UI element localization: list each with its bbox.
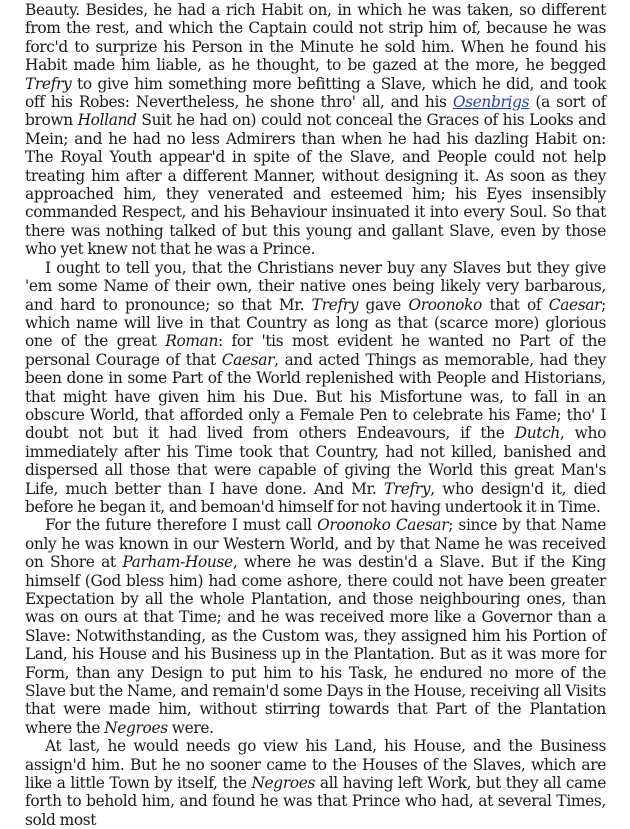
paragraph <box>25 516 606 737</box>
osenbrigs-link[interactable]: Osenbrigs <box>452 93 530 112</box>
paragraph <box>25 259 606 517</box>
text-run: gave <box>358 295 409 314</box>
italic-text: Roman <box>165 332 219 351</box>
text-run: all having left Work, but they all came forth to behold him, and found he was that Prince who had, at several Times, sold most <box>25 774 607 829</box>
text-run: ; which name will live in that Country as long as that (scarce more) glorious one of the great <box>25 295 607 351</box>
italic-text: Oroonoko <box>408 295 482 314</box>
text-run: , who immediately after his Time took that Country, had not killed, banished and dispersed all those that were capable of giving the World this great Man's Life, much better than I have done. And Mr. <box>25 424 606 498</box>
italic-text: Caesar <box>221 350 275 369</box>
text-run: ; since by that Name only he was known in our Western World, and by that Name he was received on Shore at <box>25 516 606 572</box>
italic-text: Negroes <box>104 718 168 737</box>
italic-text: Trefry <box>25 74 72 93</box>
paragraph <box>25 1 606 259</box>
text-run: : for 'tis most evident he wanted no Part of the personal Courage of that <box>25 332 606 369</box>
italic-text: Parham-House <box>122 553 233 572</box>
italic-text: Trefry <box>383 479 431 498</box>
text-run: I ought to tell you, that the Christians never buy any Slaves but they give 'em some Name of their own, their native ones being likely very barbarous, and hard to pronounce; so that Mr. <box>25 258 606 314</box>
text-run: Beauty. Besides, he had a rich Habit on, in which he was taken, so different from the rest, and which the Captain could not strip him of, because he was forc'd to surprize his Person in the Minute he sold him. When he found his Habit made him liable, as he thought, to be gazed at the more, he begged <box>25 1 606 75</box>
text-run: , and acted Things as memorable, had they been done in some Part of the World replenished with People and Historians, that might have given him his Due. But his Misfortune was, to fall in an obscure World, that afforded only a Female Pen to celebrate his Fame; tho' I doubt not but it had lived from others Endeavours, if the <box>25 350 606 443</box>
italic-text: Caesar <box>548 295 602 314</box>
text-run: to give him something more befitting a Slave, which he did, and took off his Robes: Nevertheless, he shone thro' all, and his <box>25 74 606 112</box>
text-run: that of <box>481 295 549 314</box>
text-run: For the future therefore I must call <box>45 516 318 535</box>
italic-text: Holland <box>77 111 137 130</box>
text-run: , who design'd it, died before he began it, and bemoan'd himself for not having undertook it in Time. <box>25 479 606 516</box>
text-run: Suit he had on) could not conceal the Graces of his Looks and Mein; and he had no less Admirers than when he had his dazling Habit on: The Royal Youth appear'd in spite of the Slave, and People could not help treating him after a different Manner, without designing it. As soon as they approached him, they venerated and esteemed him; his Eyes insensibly commanded Respect, and his Behaviour insinuated it into every Soul. So that there was nothing talked of but this young and gallant Slave, even by those who yet knew not that he was a Prince. <box>25 111 607 259</box>
italic-text: Oroonoko Caesar <box>317 516 449 535</box>
paragraph <box>25 737 606 829</box>
italic-text: Dutch <box>514 424 560 443</box>
italic-text: Negroes <box>251 774 316 793</box>
text-run: were. <box>167 718 214 737</box>
text-run: (a sort of brown <box>25 93 606 130</box>
text-run: At last, he would needs go view his Land, his House, and the Business assign'd him. But he no sooner came to the Houses of the Slaves, which are like a little Town by itself, the <box>25 737 606 793</box>
text-run: , where he was destin'd a Slave. But if the King himself (God bless him) had come ashore, there could not have been greater Expectation by all the whole Plantation, and those neighbouring ones, than was on ours at that Time; and he was received more like a Governor than a Slave: Notwithstanding, as the Custom was, they assigned him his Portion of Land, his House and his Business up in the Plantation. But as it was more for Form, than any Design to put him to his Task, he endured no more of the Slave but the Name, and remain'd some Days in the House, receiving all Visits that were made him, without stirring towards that Part of the Plantation where the <box>25 553 606 737</box>
italic-text: Trefry <box>311 295 359 314</box>
